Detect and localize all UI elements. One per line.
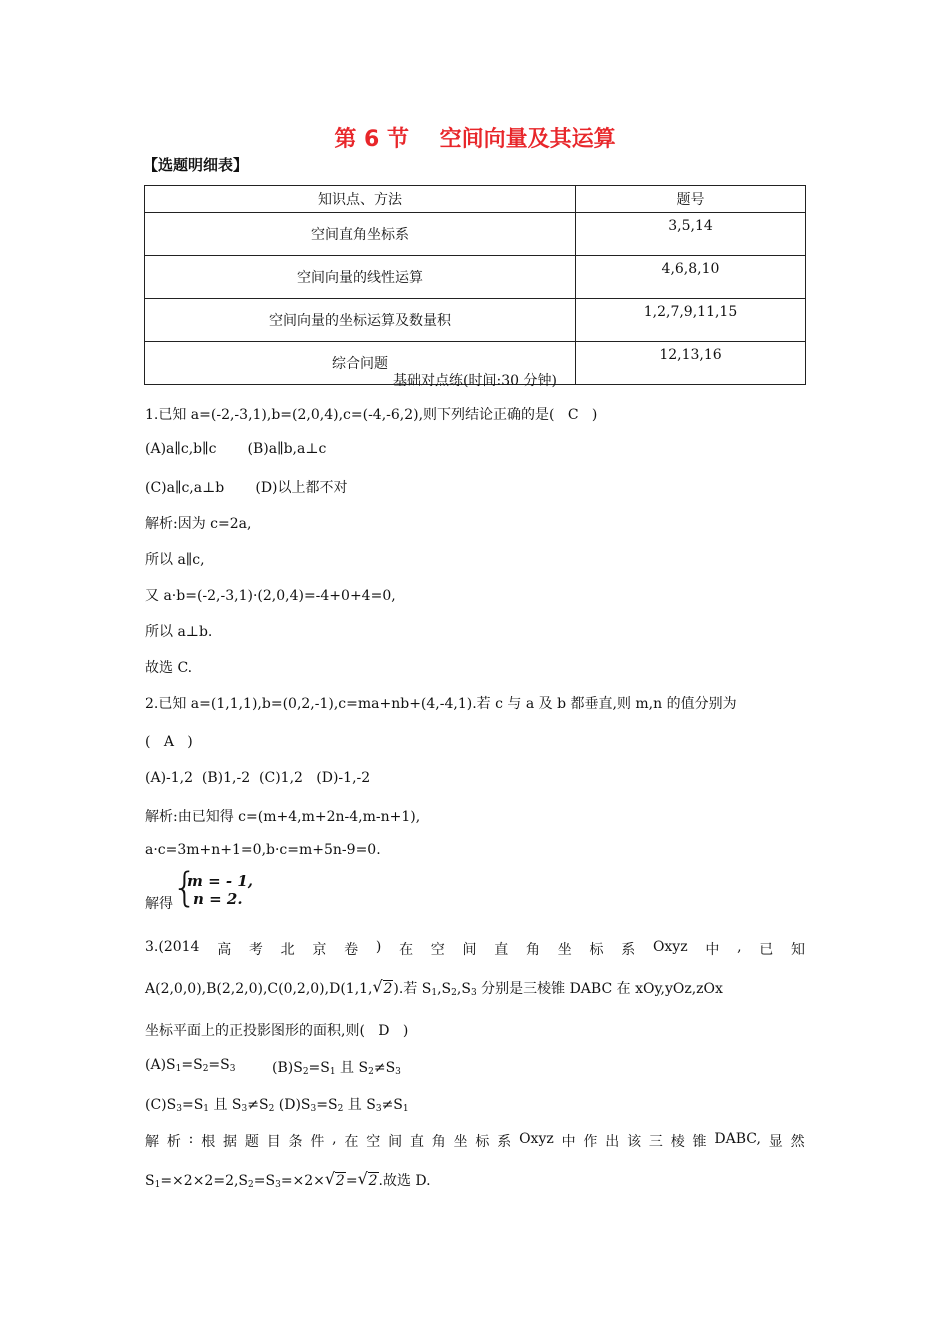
q3-text: ≠S [381,1097,403,1113]
justified-word: 在 [344,1134,359,1150]
q1-solution-line: 所以 a∥c, [145,552,205,568]
justified-word: 北 [280,942,295,958]
justified-word: 显 [768,1134,783,1150]
table-cell-numbers: 3,5,14 [576,213,806,256]
subscript: 3 [375,1104,382,1114]
sqrt-symbol: √ 2 [324,1169,345,1189]
justified-word: DABC, [714,1131,761,1147]
sqrt-radicand: 2 [383,981,393,997]
subscript: 1 [402,1104,409,1114]
practice-subheading: 基础对点练(时间:30 分钟) [393,373,557,389]
subscript: 3 [229,1064,236,1074]
justified-word: 直 [494,942,509,958]
subscript: 2 [368,1067,374,1077]
subscript: 2 [451,988,457,998]
justified-word: 标 [475,1134,490,1150]
equation-n: n = 2. [193,890,243,908]
table-header-numbers: 题号 [576,186,806,213]
q3-solution-line [145,1131,805,1151]
q3-text: (A)S [145,1057,176,1073]
q3-text: ).若 S [393,981,432,997]
justified-word: 根 [201,1134,216,1150]
justified-word: 在 [399,942,414,958]
justified-word: 角 [431,1134,446,1150]
justified-word: 件 [310,1134,325,1150]
table-cell-numbers: 12,13,16 [576,342,806,385]
sqrt-symbol: √ 2 [372,977,393,997]
justified-word: 据 [223,1134,238,1150]
q3-text: =S [316,1097,338,1113]
section-label: 【选题明细表】 [143,156,249,174]
q3-solution-last [145,1170,431,1190]
subscript: 2 [302,1067,309,1077]
justified-word: 解 [145,1134,159,1150]
justified-word: 角 [526,942,540,958]
justified-word: 锥 [692,1134,707,1150]
justified-word: 条 [288,1134,303,1150]
q3-text: =S [253,1173,276,1189]
table-cell-topic: 空间向量的坐标运算及数量积 [145,299,576,342]
q3-stem-line3: 坐标平面上的正投影图形的面积,则( D ) [145,1023,409,1039]
justified-word: 系 [621,942,636,958]
q3-text: ≠S [373,1060,396,1076]
q3-text: 且 S [209,1097,242,1113]
subscript: 3 [241,1104,248,1114]
justified-word: : [188,1131,194,1147]
equation-system-brace: { [172,865,198,911]
q2-stem: 2.已知 a=(1,1,1),b=(0,2,-1),c=ma+nb+(4,-4,1).若 c 与 a 及 b 都垂直,则 m,n 的值分别为 [145,696,737,712]
subscript: 1 [329,1067,336,1077]
justified-word: ) [375,939,382,955]
justified-word: 高 [217,942,232,958]
justified-word: 题 [244,1134,259,1150]
q3-text: =S [308,1060,330,1076]
justified-word: 空 [366,1134,381,1150]
table-cell-numbers: 4,6,8,10 [576,256,806,299]
table-header-topic: 知识点、方法 [145,186,576,213]
justified-word: 间 [388,1134,403,1150]
q3-points-text: A(2,0,0),B(2,2,0),C(0,2,0),D(1,1, [145,981,373,997]
q2-solution-line: a·c=3m+n+1=0,b·c=m+5n-9=0. [145,842,381,858]
q3-text: ,S [437,981,452,997]
justified-word: 标 [589,942,604,958]
justified-word: 系 [497,1134,512,1150]
justified-word: 坐 [557,942,572,958]
justified-word: 中 [561,1134,576,1150]
justified-word: 京 [312,942,327,958]
q3-text: 分别是三棱锥 DABC 在 xOy,yOz,zOx [476,981,723,997]
sqrt-symbol: √ 2 [357,1169,378,1189]
justified-word: 出 [605,1134,620,1150]
q2-answer: ( A ) [145,734,193,750]
subscript: 2 [202,1064,209,1074]
justified-word: 坐 [453,1134,468,1150]
justified-word: Oxyz [519,1131,554,1147]
justified-word: , [737,939,742,955]
justified-word: 三 [648,1134,663,1150]
q3-text: 且 S [335,1060,369,1076]
q3-option-b [272,1057,401,1077]
justified-word: 析 [166,1134,181,1150]
table-cell-topic: 综合问题 [145,342,576,385]
q3-text: =×2×2=2,S [160,1173,249,1189]
justified-word: 卷 [344,942,359,958]
q3-options-cd [145,1094,409,1114]
q3-text: =S [208,1057,230,1073]
subscript: 1 [203,1104,210,1114]
q3-stem-line2 [145,978,723,998]
q1-options-ab: (A)a∥c,b∥c (B)a∥b,a⊥c [145,441,327,457]
q3-text: =S [181,1057,203,1073]
q3-text: =×2× [280,1173,325,1189]
q3-text: 且 S [343,1097,376,1113]
justified-word: 已 [759,942,774,958]
subscript: 3 [176,1104,182,1114]
table-row [145,213,806,256]
table-cell-topic: 空间直角坐标系 [145,213,576,256]
subscript: 1 [431,988,438,998]
subscript: 2 [268,1104,275,1114]
q3-text: (B)S [272,1060,303,1076]
q2-solution-label: 解得 [145,896,173,912]
justified-word: 直 [409,1134,424,1150]
equation-m: m = - 1, [187,872,253,890]
justified-word: Oxyz [652,939,688,955]
q1-solution-line: 又 a·b=(-2,-3,1)·(2,0,4)=-4+0+4=0, [145,588,396,604]
q1-options-cd: (C)a∥c,a⊥b (D)以上都不对 [145,480,348,496]
q3-text: =S [181,1097,204,1113]
justified-word: 作 [583,1134,598,1150]
subscript: 3 [470,988,477,998]
subscript: 2 [248,1180,254,1190]
q1-solution-line: 故选 C. [145,660,193,676]
subscript: 1 [154,1180,161,1190]
justified-word: 考 [248,942,263,958]
q3-option-a [145,1057,235,1074]
q3-text: ,S [456,981,471,997]
q3-text: .故选 D. [378,1173,431,1189]
q3-stem-line [145,939,805,959]
q2-solution-line: 解析:由已知得 c=(m+4,m+2n-4,m-n+1), [145,809,421,825]
justified-word: 然 [790,1134,805,1150]
sqrt-radicand: 2 [335,1173,345,1189]
justified-word: , [332,1131,337,1147]
justified-word: 目 [266,1134,281,1150]
subscript: 1 [175,1064,182,1074]
q3-text: (D)S [274,1097,311,1113]
justified-word: 该 [627,1134,642,1150]
q1-solution-line: 所以 a⊥b. [145,624,213,640]
q3-text: = [345,1173,358,1189]
table-cell-topic: 空间向量的线性运算 [145,256,576,299]
justified-word: 3.(2014 [145,939,200,955]
q1-stem: 1.已知 a=(-2,-3,1),b=(2,0,4),c=(-4,-6,2),则下列结论正确的是( C ) [145,407,598,423]
table-cell-numbers: 1,2,7,9,11,15 [576,299,806,342]
subscript: 3 [310,1104,317,1114]
justified-word: 空 [430,942,445,958]
subscript: 2 [337,1104,344,1114]
justified-word: 知 [791,942,805,958]
justified-word: 间 [462,942,477,958]
q3-text: (C)S [145,1097,177,1113]
q2-options: (A)-1,2 (B)1,-2 (C)1,2 (D)-1,-2 [145,770,371,786]
table-row [145,256,806,299]
subscript: 3 [275,1180,281,1190]
q3-text: ≠S [247,1097,269,1113]
q1-solution-line: 解析:因为 c=2a, [145,516,252,532]
table-header-row [145,186,806,213]
q3-text: S [145,1173,155,1189]
subscript: 3 [395,1067,401,1077]
page-title: 第 6 节 空间向量及其运算 [334,127,616,152]
sqrt-radicand: 2 [368,1173,378,1189]
justified-word: 棱 [670,1134,685,1150]
justified-word: 中 [705,942,720,958]
topic-table [144,185,806,385]
table-row [145,299,806,342]
